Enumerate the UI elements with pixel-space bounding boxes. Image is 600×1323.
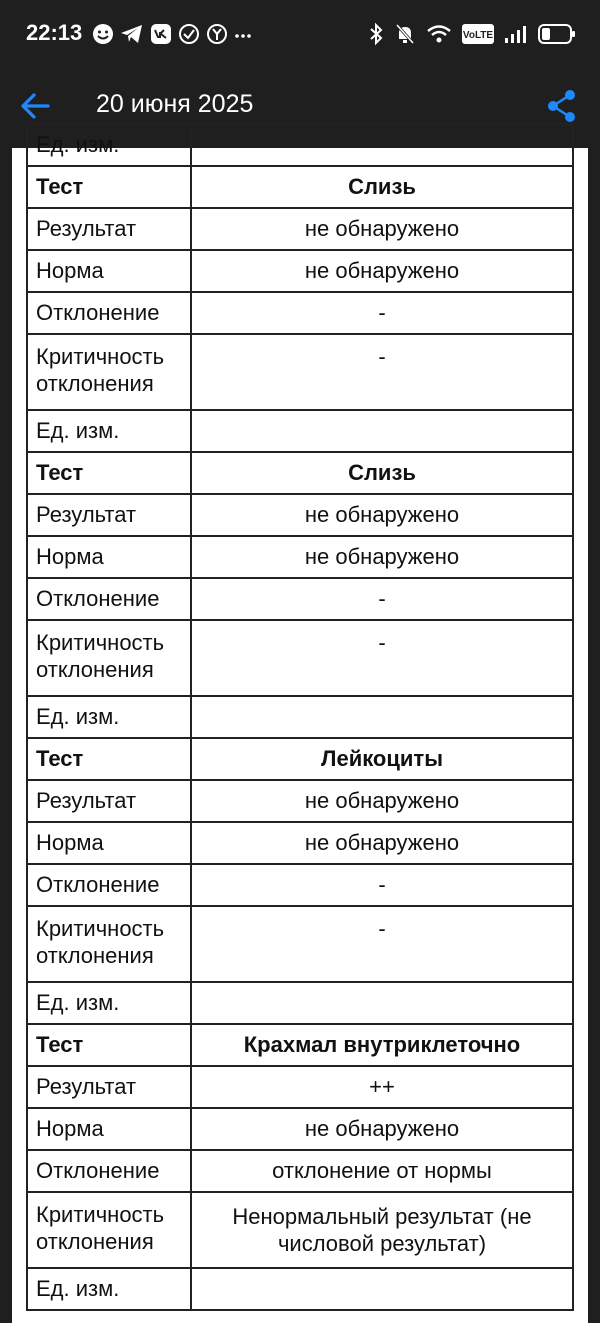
criticality-value: - [191, 334, 573, 410]
criticality-label [27, 1192, 191, 1268]
test-label: Тест [27, 738, 191, 780]
criticality-label-line-2: отклонения [36, 371, 154, 396]
test-row [27, 166, 573, 208]
deviation-value: отклонение от нормы [191, 1150, 573, 1192]
bell-muted-icon [394, 22, 416, 46]
test-label: Тест [27, 452, 191, 494]
deviation-value: - [191, 292, 573, 334]
criticality-label [27, 334, 191, 410]
test-row [27, 1024, 573, 1066]
criticality-label-line-1: Критичность [36, 916, 165, 941]
norm-value: не обнаружено [191, 250, 573, 292]
test-name: Лейкоциты [191, 738, 573, 780]
deviation-label: Отклонение [27, 864, 191, 906]
criticality-label-line-2: отклонения [36, 1229, 154, 1254]
results-content[interactable] [12, 132, 588, 1323]
test-row [27, 452, 573, 494]
share-icon [546, 88, 578, 124]
criticality-label [27, 906, 191, 982]
result-label: Результат [27, 208, 191, 250]
vk-icon [150, 23, 172, 45]
unit-value [191, 982, 573, 1024]
emoji-icon [92, 23, 114, 45]
arrow-left-icon [18, 88, 54, 124]
wifi-icon [426, 23, 452, 45]
unit-label: Ед. изм. [27, 410, 191, 452]
table-row [27, 822, 573, 864]
table-row [27, 864, 573, 906]
unit-label: Ед. изм. [27, 696, 191, 738]
result-value: не обнаружено [191, 208, 573, 250]
table-row [27, 250, 573, 292]
deviation-label: Отклонение [27, 1150, 191, 1192]
table-row [27, 780, 573, 822]
norm-label: Норма [27, 822, 191, 864]
more-dots-icon [234, 23, 252, 45]
signal-icon [504, 23, 528, 45]
unit-value [191, 124, 573, 166]
norm-value: не обнаружено [191, 536, 573, 578]
norm-label: Норма [27, 1108, 191, 1150]
test-row [27, 738, 573, 780]
result-label: Результат [27, 1066, 191, 1108]
criticality-label [27, 620, 191, 696]
test-name: Слизь [191, 452, 573, 494]
table-row [27, 620, 573, 696]
notification-icons [92, 22, 252, 46]
telegram-icon [120, 23, 144, 45]
deviation-label: Отклонение [27, 292, 191, 334]
table-row [27, 696, 573, 738]
criticality-label-line-2: отклонения [36, 943, 154, 968]
unit-label: Ед. изм. [27, 1268, 191, 1310]
result-label: Результат [27, 780, 191, 822]
deviation-value: - [191, 578, 573, 620]
back-button[interactable] [18, 88, 54, 124]
norm-label: Норма [27, 250, 191, 292]
deviation-value: - [191, 864, 573, 906]
table-row [27, 1108, 573, 1150]
criticality-label-line-1: Критичность [36, 1202, 165, 1227]
test-label: Тест [27, 1024, 191, 1066]
volte-icon [462, 24, 494, 44]
status-time: 22:13 [26, 20, 83, 45]
share-button[interactable] [546, 88, 578, 124]
status-bar [0, 0, 600, 70]
table-row [27, 410, 573, 452]
table-row [27, 334, 573, 410]
y-circle-icon [206, 23, 228, 45]
table-row [27, 292, 573, 334]
table-row [27, 1268, 573, 1310]
test-name: Слизь [191, 166, 573, 208]
criticality-label-line-1: Критичность [36, 630, 165, 655]
check-circle-icon [178, 23, 200, 45]
table-row [27, 536, 573, 578]
criticality-value: - [191, 620, 573, 696]
table-row [27, 906, 573, 982]
criticality-value: Ненормальный результат (не числовой результат) [191, 1192, 573, 1268]
battery-icon [538, 23, 576, 45]
page-title: 20 июня 2025 [96, 90, 254, 118]
criticality-value: - [191, 906, 573, 982]
deviation-label: Отклонение [27, 578, 191, 620]
norm-label: Норма [27, 536, 191, 578]
bluetooth-icon [368, 22, 384, 46]
table-row [27, 1150, 573, 1192]
system-icons [368, 20, 576, 48]
result-value: не обнаружено [191, 780, 573, 822]
table-row [27, 208, 573, 250]
test-name: Крахмал внутриклеточно [191, 1024, 573, 1066]
unit-value [191, 1268, 573, 1310]
results-table [26, 123, 574, 1311]
volte-label: VoLTE [462, 30, 494, 41]
table-row [27, 578, 573, 620]
table-row [27, 1192, 573, 1268]
table-row [27, 1066, 573, 1108]
unit-value [191, 696, 573, 738]
norm-value: не обнаружено [191, 822, 573, 864]
result-label: Результат [27, 494, 191, 536]
unit-label: Ед. изм. [27, 982, 191, 1024]
table-row [27, 124, 573, 166]
result-value: не обнаружено [191, 494, 573, 536]
norm-value: не обнаружено [191, 1108, 573, 1150]
unit-label: Ед. изм. [27, 124, 191, 166]
result-value: ++ [191, 1066, 573, 1108]
table-row [27, 982, 573, 1024]
unit-value [191, 410, 573, 452]
test-label: Тест [27, 166, 191, 208]
table-row [27, 494, 573, 536]
criticality-label-line-1: Критичность [36, 344, 165, 369]
criticality-label-line-2: отклонения [36, 657, 154, 682]
